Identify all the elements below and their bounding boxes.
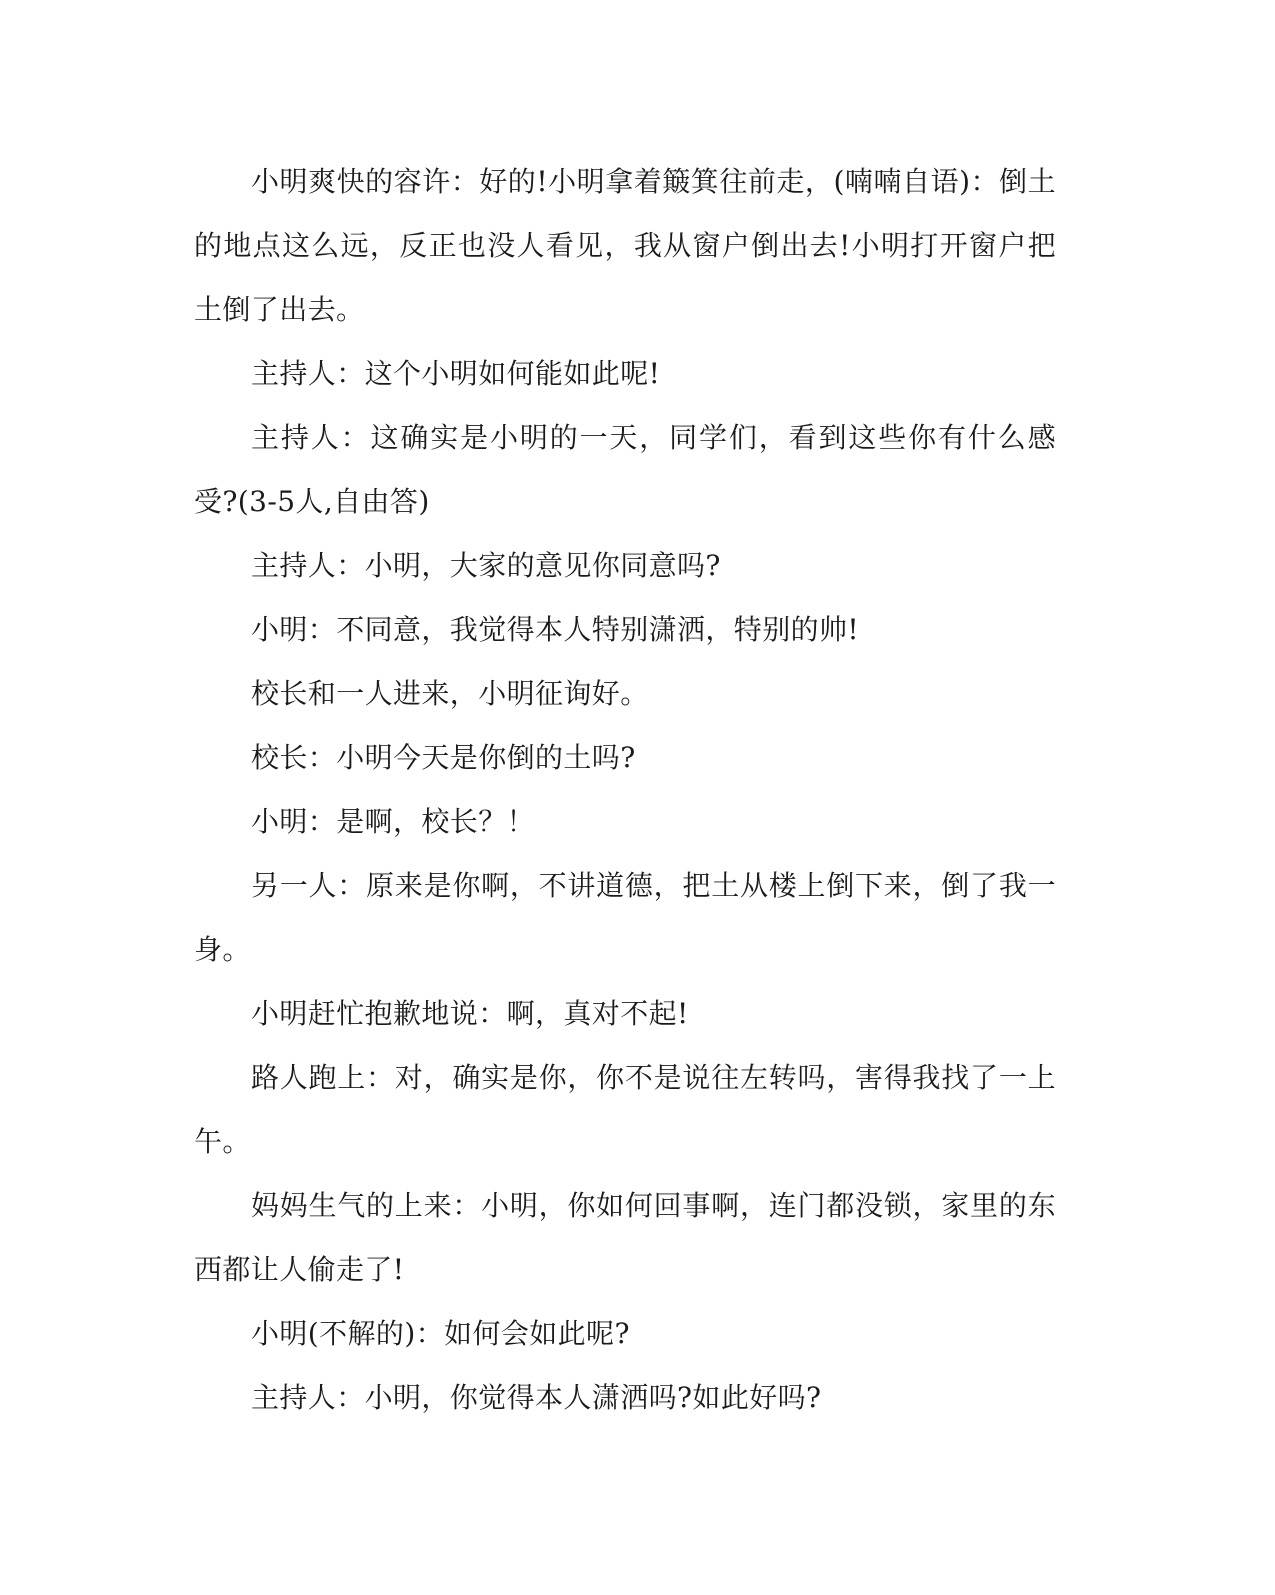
paragraph: 校长和一人进来，小明征询好。 [251,677,649,710]
paragraph: 主持人：这确实是小明的一天，同学们，看到这些你有什么感受?(3-5人,自由答) [194,421,1056,518]
paragraph: 小明：不同意，我觉得本人特别潇洒，特别的帅! [251,613,860,646]
paragraph: 妈妈生气的上来：小明，你如何回事啊，连门都没锁，家里的东西都让人偷走了! [194,1189,1056,1286]
paragraph: 小明赶忙抱歉地说：啊，真对不起! [251,997,689,1030]
paragraph: 主持人：小明，大家的意见你同意吗? [251,549,721,582]
paragraph: 主持人：小明，你觉得本人潇洒吗?如此好吗? [251,1381,822,1414]
paragraph: 小明：是啊，校长？！ [251,805,536,838]
document-body [194,150,1056,1430]
paragraph: 路人跑上：对，确实是你，你不是说往左转吗，害得我找了一上午。 [194,1061,1056,1158]
paragraph: 校长：小明今天是你倒的土吗? [251,741,636,774]
paragraph: 小明爽快的容许：好的!小明拿着簸箕往前走，(喃喃自语)：倒土的地点这么远，反正也没人看见，我从窗户倒出去!小明打开窗户把土倒了出去。 [194,165,1056,326]
paragraph: 小明(不解的)：如何会如此呢? [251,1317,630,1350]
paragraph: 主持人：这个小明如何能如此呢! [251,357,661,390]
paragraph: 另一人：原来是你啊，不讲道德，把土从楼上倒下来，倒了我一身。 [194,869,1056,966]
